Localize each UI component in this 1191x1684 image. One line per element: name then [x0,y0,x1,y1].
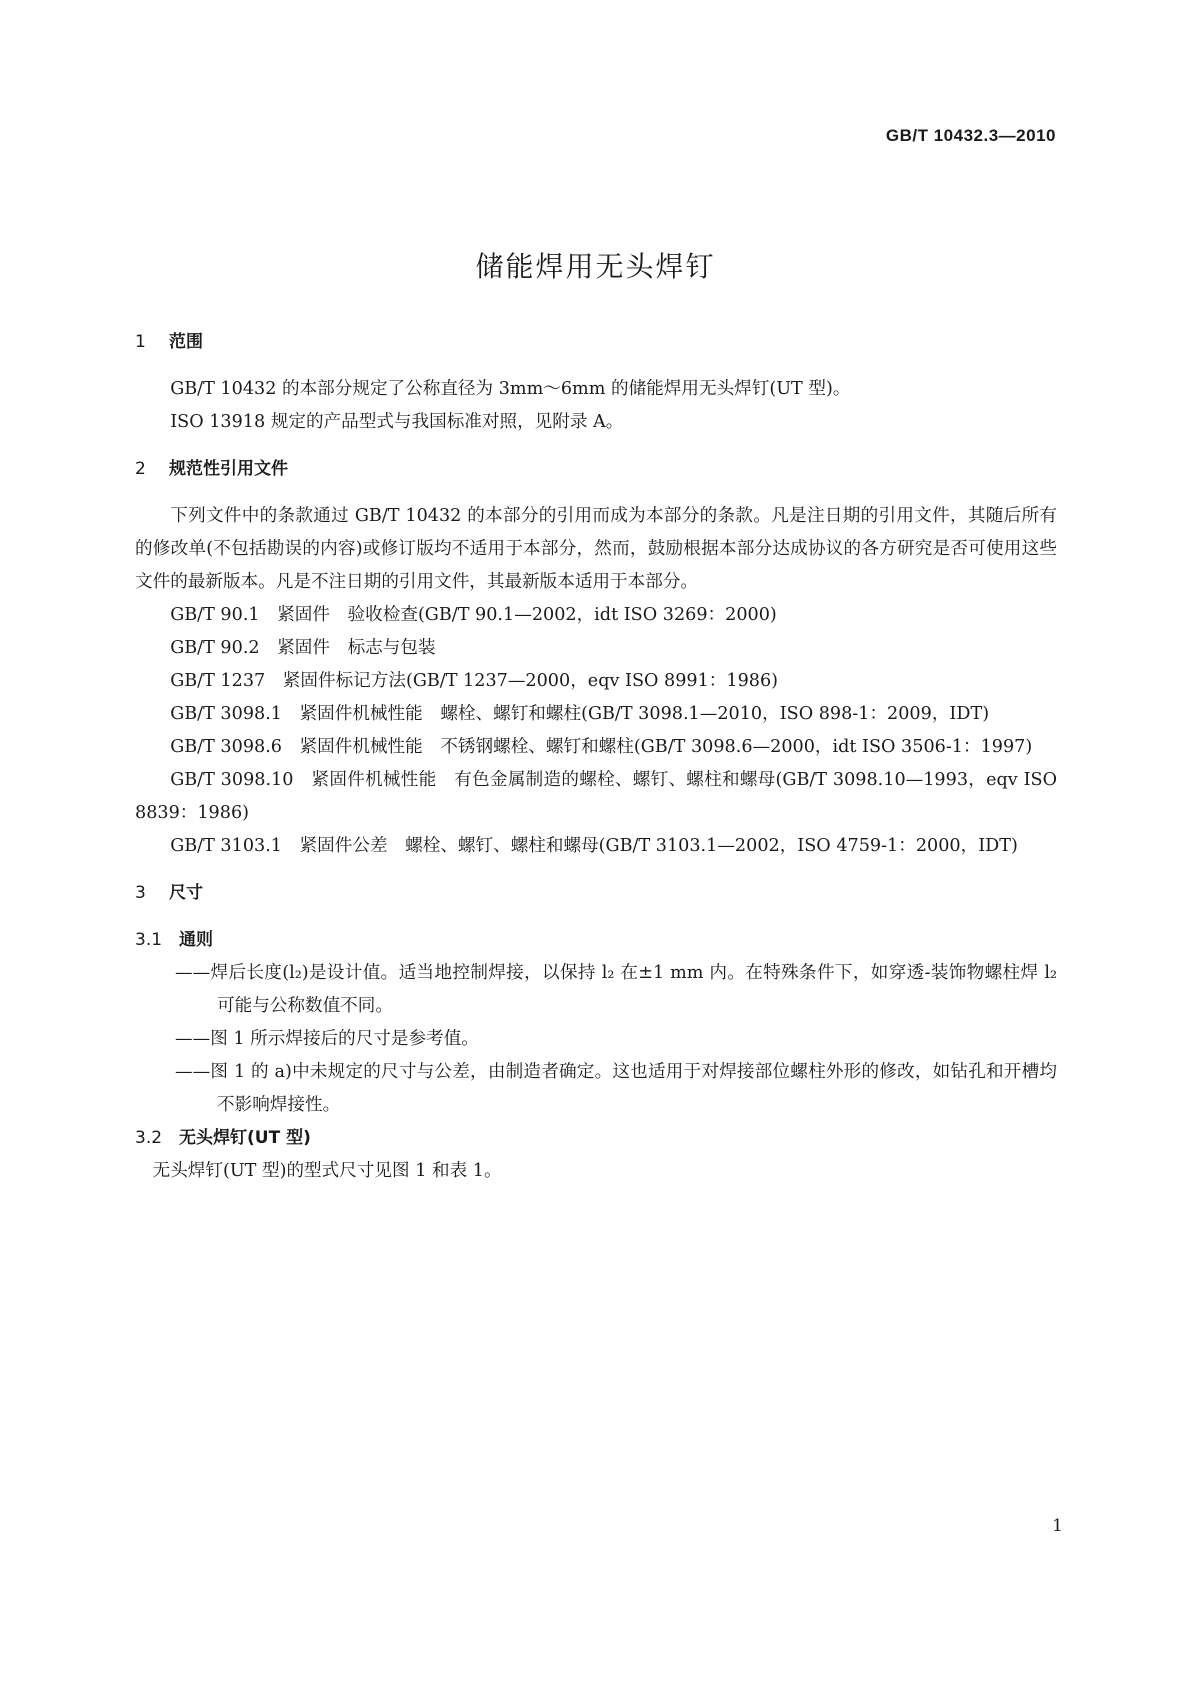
section-1-heading [135,326,1057,359]
section-2-intro: 下列文件中的条款通过 GB/T 10432 的本部分的引用而成为本部分的条款。凡是注日期的引用文件，其随后所有的修改单(不包括勘误的内容)或修订版均不适用于本部分，然而，鼓励根据本部分达成协议的各方研究是否可使用这些文件的最新版本。凡是不注日期的引用文件，其最新版本适用于本部分。 [135,506,1057,592]
general-rule-item: ——图 1 所示焊接后的尺寸是参考值。 [175,1029,479,1049]
document-body [135,326,1057,1188]
reference-item: GB/T 1237 紧固件标记方法(GB/T 1237—2000，eqv ISO 8991：1986) [170,671,779,691]
section-3-2-heading [135,1122,1057,1155]
reference-item: GB/T 90.2 紧固件 标志与包装 [170,638,436,658]
section-3-1-title: 通则 [179,930,213,950]
reference-item: GB/T 3098.1 紧固件机械性能 螺栓、螺钉和螺柱(GB/T 3098.1—2010，ISO 898-1：2009，IDT) [170,704,990,724]
reference-item: GB/T 3103.1 紧固件公差 螺栓、螺钉、螺柱和螺母(GB/T 3103.1—2002，ISO 4759-1：2000，IDT) [170,836,1018,856]
section-3-number: 3 [135,883,146,903]
section-3-2-title: 无头焊钉(UT 型) [179,1128,311,1148]
general-rule-item: ——图 1 的 a)中未规定的尺寸与公差，由制造者确定。这也适用于对焊接部位螺柱外形的修改，如钻孔和开槽均不影响焊接性。 [175,1062,1057,1115]
reference-item: GB/T 3098.10 紧固件机械性能 有色金属制造的螺栓、螺钉、螺柱和螺母(GB/T 3098.10—1993，eqv ISO 8839：1986) [135,770,1057,823]
section-2-title: 规范性引用文件 [169,459,288,479]
page-title: 储能焊用无头焊钉 [475,249,716,283]
section-1-title: 范围 [169,332,203,352]
section-3-2-number: 3.2 [135,1128,163,1148]
section-1-paragraph-2: ISO 13918 规定的产品型式与我国标准对照，见附录 A。 [170,412,624,432]
section-1-paragraph-1: GB/T 10432 的本部分规定了公称直径为 3mm～6mm 的储能焊用无头焊钉(UT 型)。 [170,379,851,399]
section-1-number: 1 [135,332,146,352]
section-2-heading [135,453,1057,486]
section-3-title: 尺寸 [169,883,203,903]
section-3-2-paragraph: 无头焊钉(UT 型)的型式尺寸见图 1 和表 1。 [152,1161,502,1181]
reference-item: GB/T 3098.6 紧固件机械性能 不锈钢螺栓、螺钉和螺柱(GB/T 3098.6—2000，idt ISO 3506-1：1997) [170,737,1033,757]
general-rule-item: ——焊后长度(l₂)是设计值。适当地控制焊接，以保持 l₂ 在±1 mm 内。在特殊条件下，如穿透-装饰物螺柱焊 l₂ 可能与公称数值不同。 [175,963,1057,1016]
section-3-1-heading [135,924,1057,957]
standard-code: GB/T 10432.3—2010 [885,126,1056,145]
reference-item: GB/T 90.1 紧固件 验收检查(GB/T 90.1—2002，idt ISO 3269：2000) [170,605,777,625]
page-number: 1 [1052,1516,1063,1536]
section-2-number: 2 [135,459,146,479]
section-3-heading [135,877,1057,910]
section-3-1-number: 3.1 [135,930,163,950]
